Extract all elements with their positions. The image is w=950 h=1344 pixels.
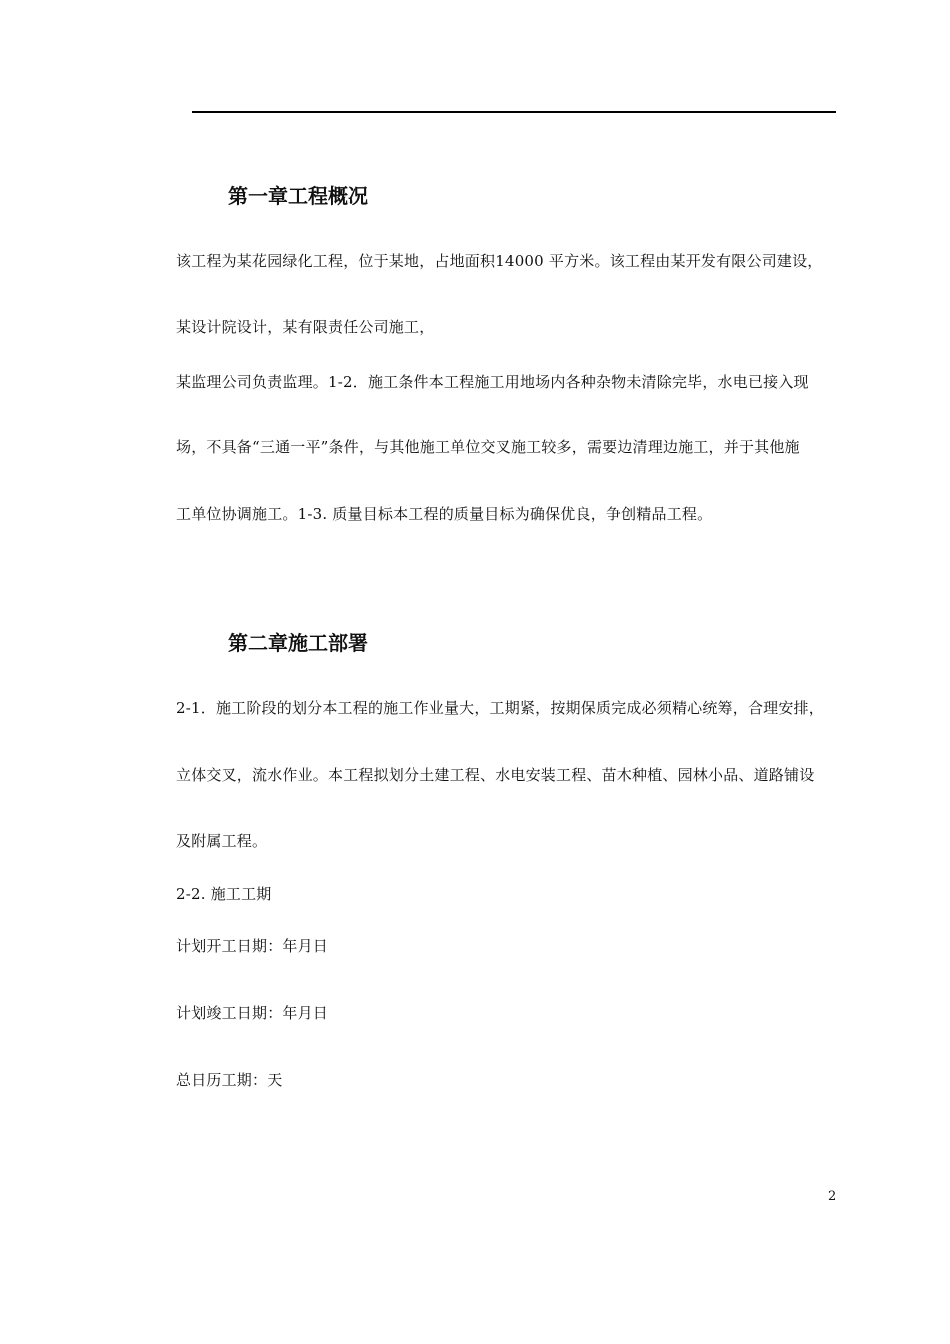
chapter1-line-5: 工单位协调施工。1-3. 质量目标本工程的质量目标为确保优良，争创精品工程。 <box>176 505 713 523</box>
chapter1-line-4: 场，不具备“三通一平”条件，与其他施工单位交叉施工较多，需要边清理边施工，并于其他施 <box>176 438 800 456</box>
chapter1-heading: 第一章工程概况 <box>228 184 368 208</box>
chapter1-line-1: 该工程为某花园绿化工程，位于某地，占地面积14000 平方米。该工程由某开发有限公司建设， <box>176 252 823 270</box>
chapter2-line-7: 总日历工期：天 <box>176 1071 283 1089</box>
header-rule <box>192 111 836 113</box>
chapter2-line-1: 2-1．施工阶段的划分本工程的施工作业量大，工期紧，按期保质完成必须精心统筹，合理安排， <box>176 699 824 717</box>
chapter2-line-4: 2-2. 施工工期 <box>176 885 272 903</box>
chapter2-line-3: 及附属工程。 <box>176 832 268 850</box>
chapter1-line-2: 某设计院设计，某有限责任公司施工， <box>176 318 435 336</box>
chapter2-line-2: 立体交叉，流水作业。本工程拟划分土建工程、水电安装工程、苗木种植、园林小品、道路铺设 <box>176 766 815 784</box>
chapter2-line-6: 计划竣工日期：年月日 <box>176 1004 329 1022</box>
chapter2-heading: 第二章施工部署 <box>228 631 368 655</box>
chapter2-line-5: 计划开工日期：年月日 <box>176 937 329 955</box>
page-number: 2 <box>828 1189 837 1204</box>
chapter1-line-3: 某监理公司负责监理。1-2．施工条件本工程施工用地场内各种杂物未清除完毕，水电已接入现 <box>176 373 809 391</box>
